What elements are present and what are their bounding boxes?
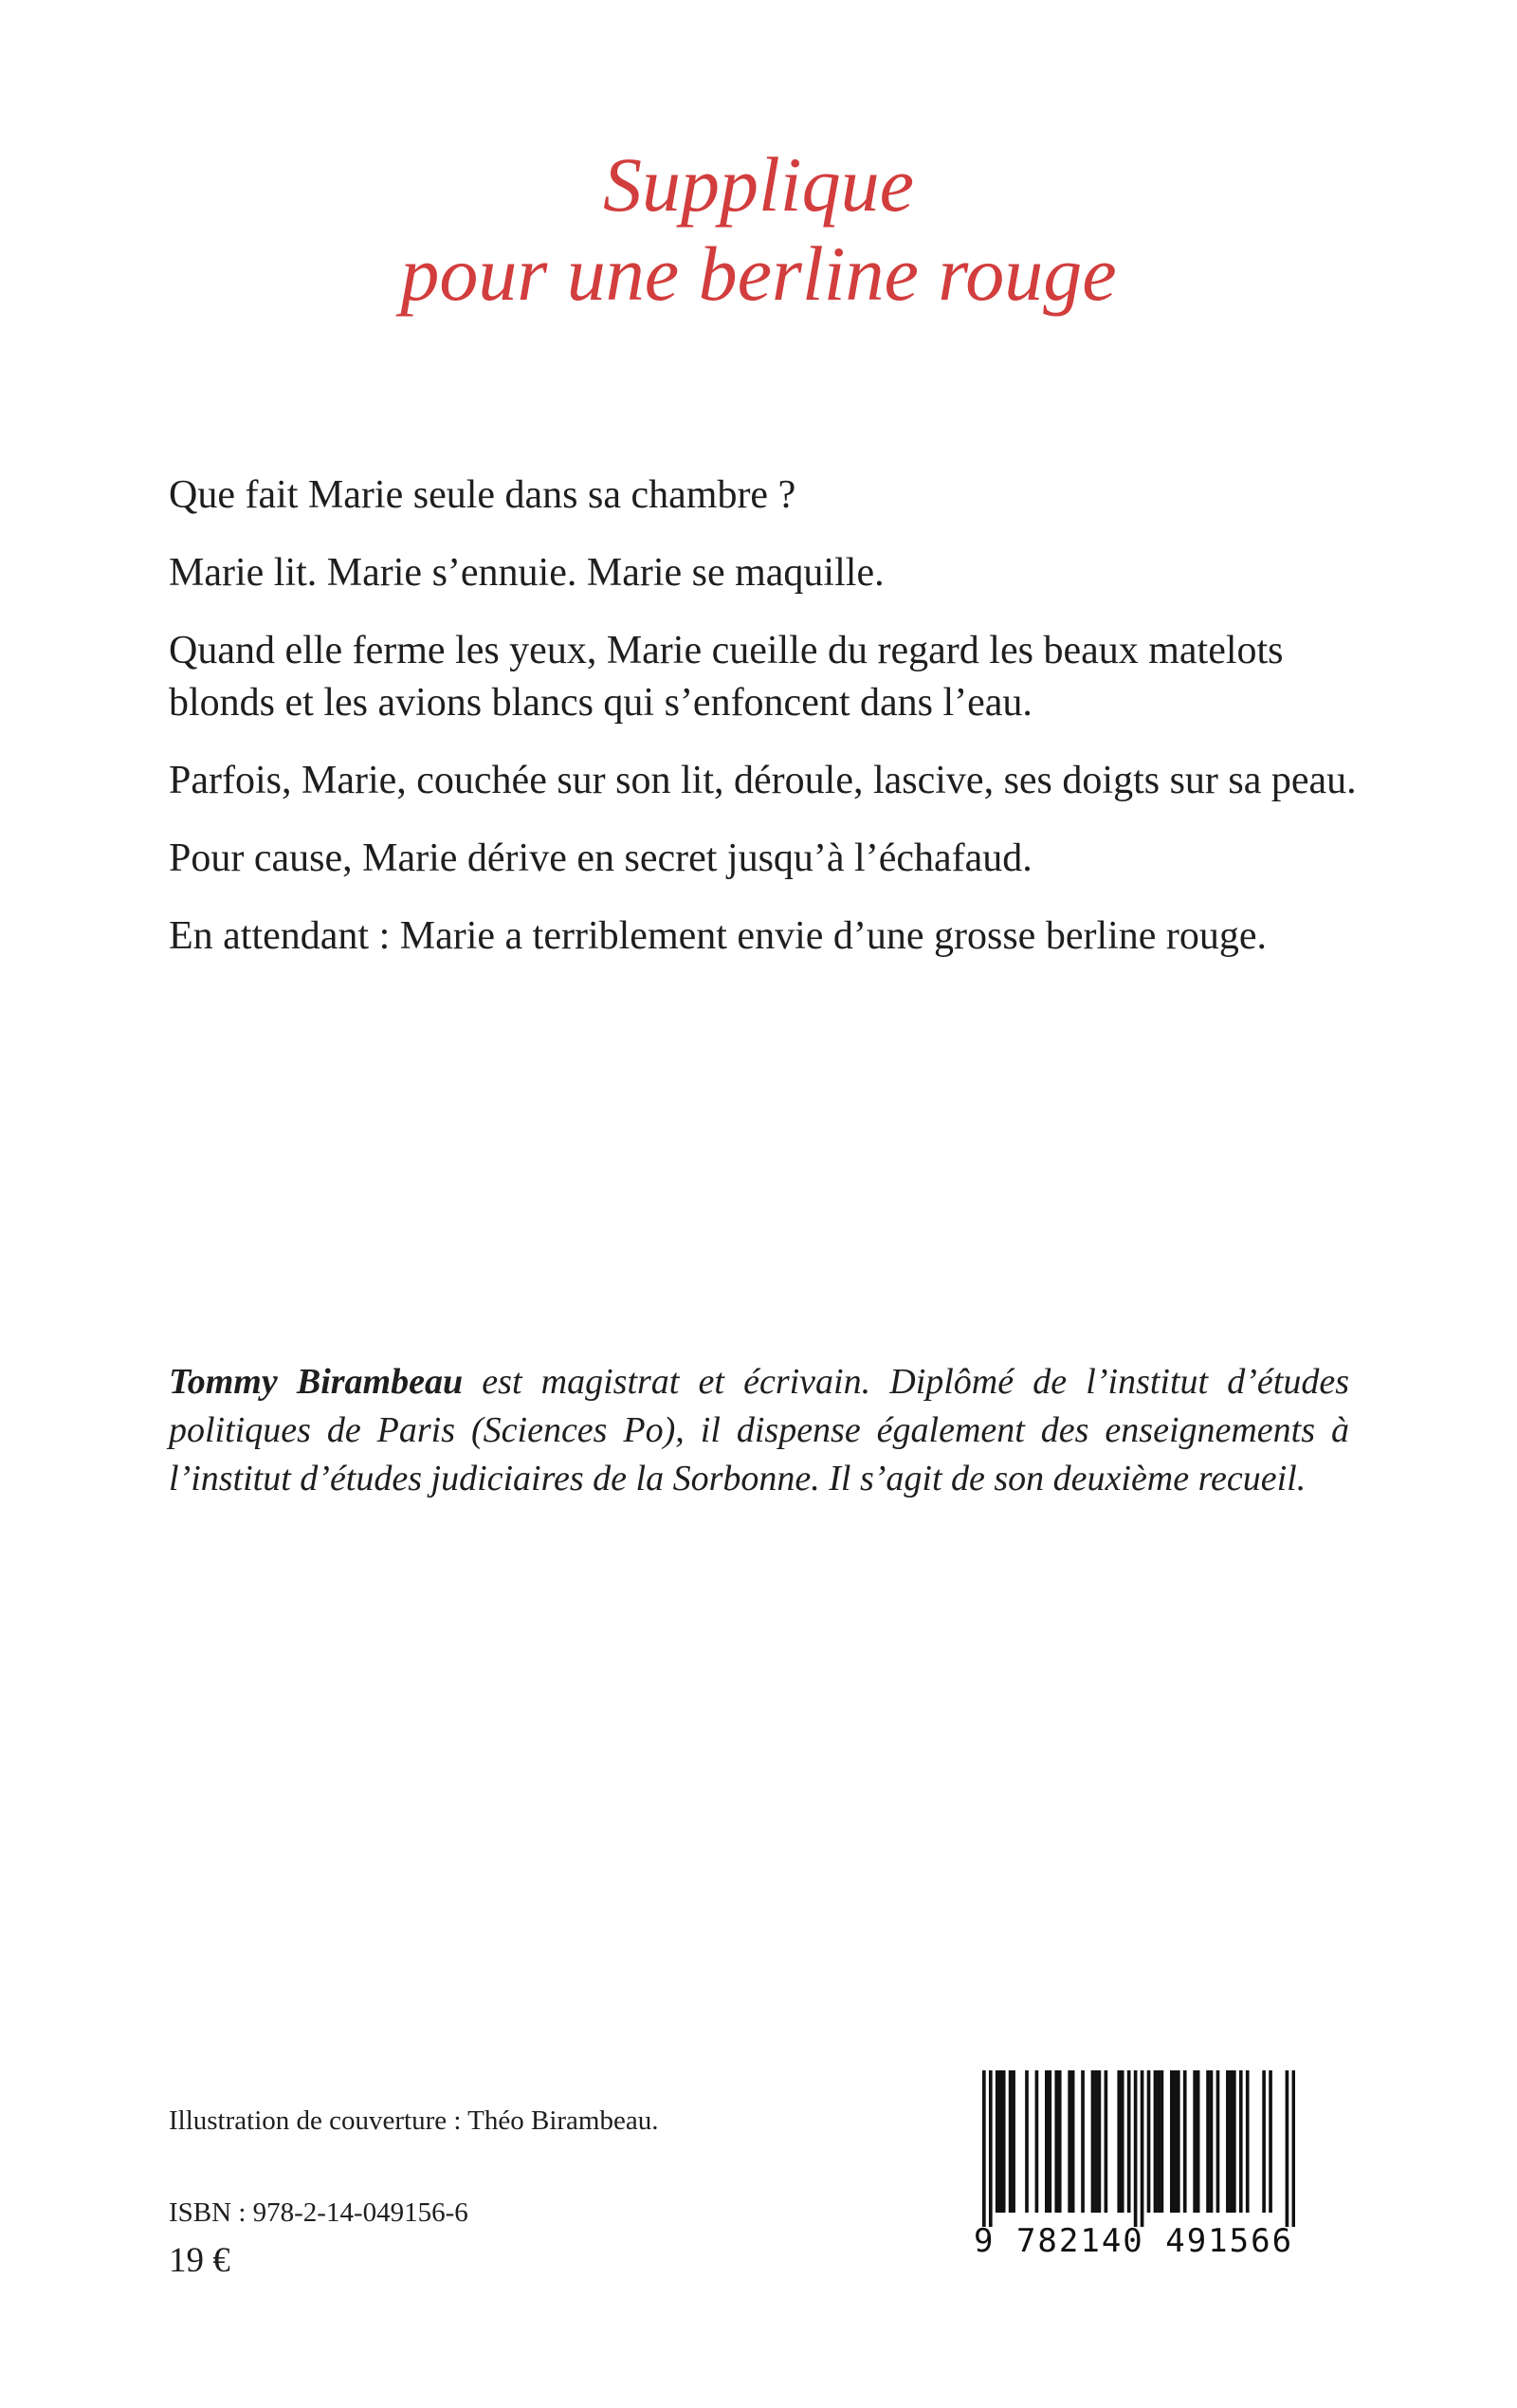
- barcode-bar: [1134, 2070, 1138, 2227]
- barcode-bar: [1269, 2070, 1272, 2213]
- barcode-bar: [1173, 2070, 1177, 2213]
- barcode: [959, 2061, 1311, 2260]
- barcode-bar: [1009, 2070, 1013, 2213]
- blurb: [169, 469, 1363, 988]
- author-name: Tommy Birambeau: [169, 1362, 464, 1402]
- barcode-bar: [1054, 2070, 1058, 2213]
- barcode-bar: [1206, 2070, 1210, 2213]
- barcode-bar: [1286, 2070, 1289, 2227]
- blurb-paragraph: Quand elle ferme les yeux, Marie cueille du regard les beaux matelots blonds et les avions blancs qui s’enfoncent dans l’eau.: [169, 629, 1284, 725]
- cover-illustration-credit: Illustration de couverture : Théo Birambeau.: [169, 2105, 659, 2136]
- book-title-line-1: Supplique: [603, 141, 914, 228]
- barcode-bar: [1094, 2070, 1098, 2213]
- barcode-bar: [1230, 2070, 1234, 2213]
- book-title-line-2: pour une berline rouge: [400, 230, 1117, 317]
- barcode-bar: [1262, 2070, 1266, 2213]
- barcode-bar: [1098, 2070, 1102, 2213]
- author-bio: [169, 1358, 1349, 1503]
- barcode-bar: [1292, 2070, 1295, 2227]
- barcode-bar: [1045, 2070, 1049, 2213]
- barcode-bar: [1147, 2070, 1151, 2213]
- blurb-paragraph: Parfois, Marie, couchée sur son lit, déroule, lascive, ses doigts sur sa peau.: [169, 759, 1357, 802]
- barcode-bar: [1210, 2070, 1214, 2213]
- barcode-bar: [1170, 2070, 1174, 2213]
- barcode-digits: 9 782140 491566: [974, 2222, 1294, 2260]
- barcode-bar: [1035, 2070, 1039, 2213]
- barcode-bar: [1025, 2070, 1029, 2213]
- barcode-bar: [982, 2070, 986, 2227]
- isbn: ISBN : 978-2-14-049156-6: [169, 2197, 468, 2228]
- barcode-bar: [996, 2070, 999, 2213]
- barcode-bar: [1226, 2070, 1230, 2213]
- blurb-paragraph: Pour cause, Marie dérive en secret jusqu’à l’échafaud.: [169, 836, 1033, 880]
- barcode-bar: [1157, 2070, 1161, 2213]
- barcode-bar: [1216, 2070, 1220, 2213]
- barcode-bar: [1012, 2070, 1015, 2213]
- barcode-bar: [1193, 2070, 1197, 2213]
- barcode-bar: [1058, 2070, 1062, 2213]
- barcode-bar: [989, 2070, 993, 2227]
- barcode-bar: [1246, 2070, 1250, 2213]
- barcode-bar: [1183, 2070, 1187, 2213]
- barcode-bar: [1071, 2070, 1075, 2213]
- barcode-bar: [1091, 2070, 1095, 2213]
- blurb-paragraph: Que fait Marie seule dans sa chambre ?: [169, 473, 796, 517]
- barcode-bar: [1068, 2070, 1071, 2213]
- price: 19 €: [169, 2241, 230, 2280]
- barcode-bar: [1239, 2070, 1243, 2213]
- barcode-bar: [1127, 2070, 1131, 2213]
- barcode-bar: [1002, 2070, 1006, 2213]
- blurb-paragraph: Marie lit. Marie s’ennuie. Marie se maquille.: [169, 551, 885, 595]
- barcode-bar: [1161, 2070, 1164, 2213]
- barcode-bars: [982, 2070, 1295, 2227]
- barcode-bar: [1233, 2070, 1236, 2213]
- barcode-bar: [1081, 2070, 1085, 2213]
- barcode-bar: [1197, 2070, 1200, 2213]
- barcode-bar: [1105, 2070, 1108, 2213]
- author-bio-text: est magistrat et écrivain. Diplômé de l’institut d’études politiques de Paris (Sciences Po), il dispense également des enseignements à l’institut d’études judiciaires de la Sorbonne. Il s’agit de son deuxième recueil.: [169, 1362, 1349, 1498]
- barcode-bar: [1177, 2070, 1180, 2213]
- blurb-paragraph: En attendant : Marie a terriblement envie d’une grosse berline rouge.: [169, 914, 1268, 958]
- barcode-bar: [998, 2070, 1002, 2213]
- barcode-bar: [1117, 2070, 1121, 2213]
- book-title: [0, 140, 1517, 319]
- barcode-bar: [1048, 2070, 1051, 2213]
- barcode-bar: [1154, 2070, 1158, 2213]
- barcode-bar: [1141, 2070, 1144, 2227]
- barcode-bar: [1121, 2070, 1124, 2213]
